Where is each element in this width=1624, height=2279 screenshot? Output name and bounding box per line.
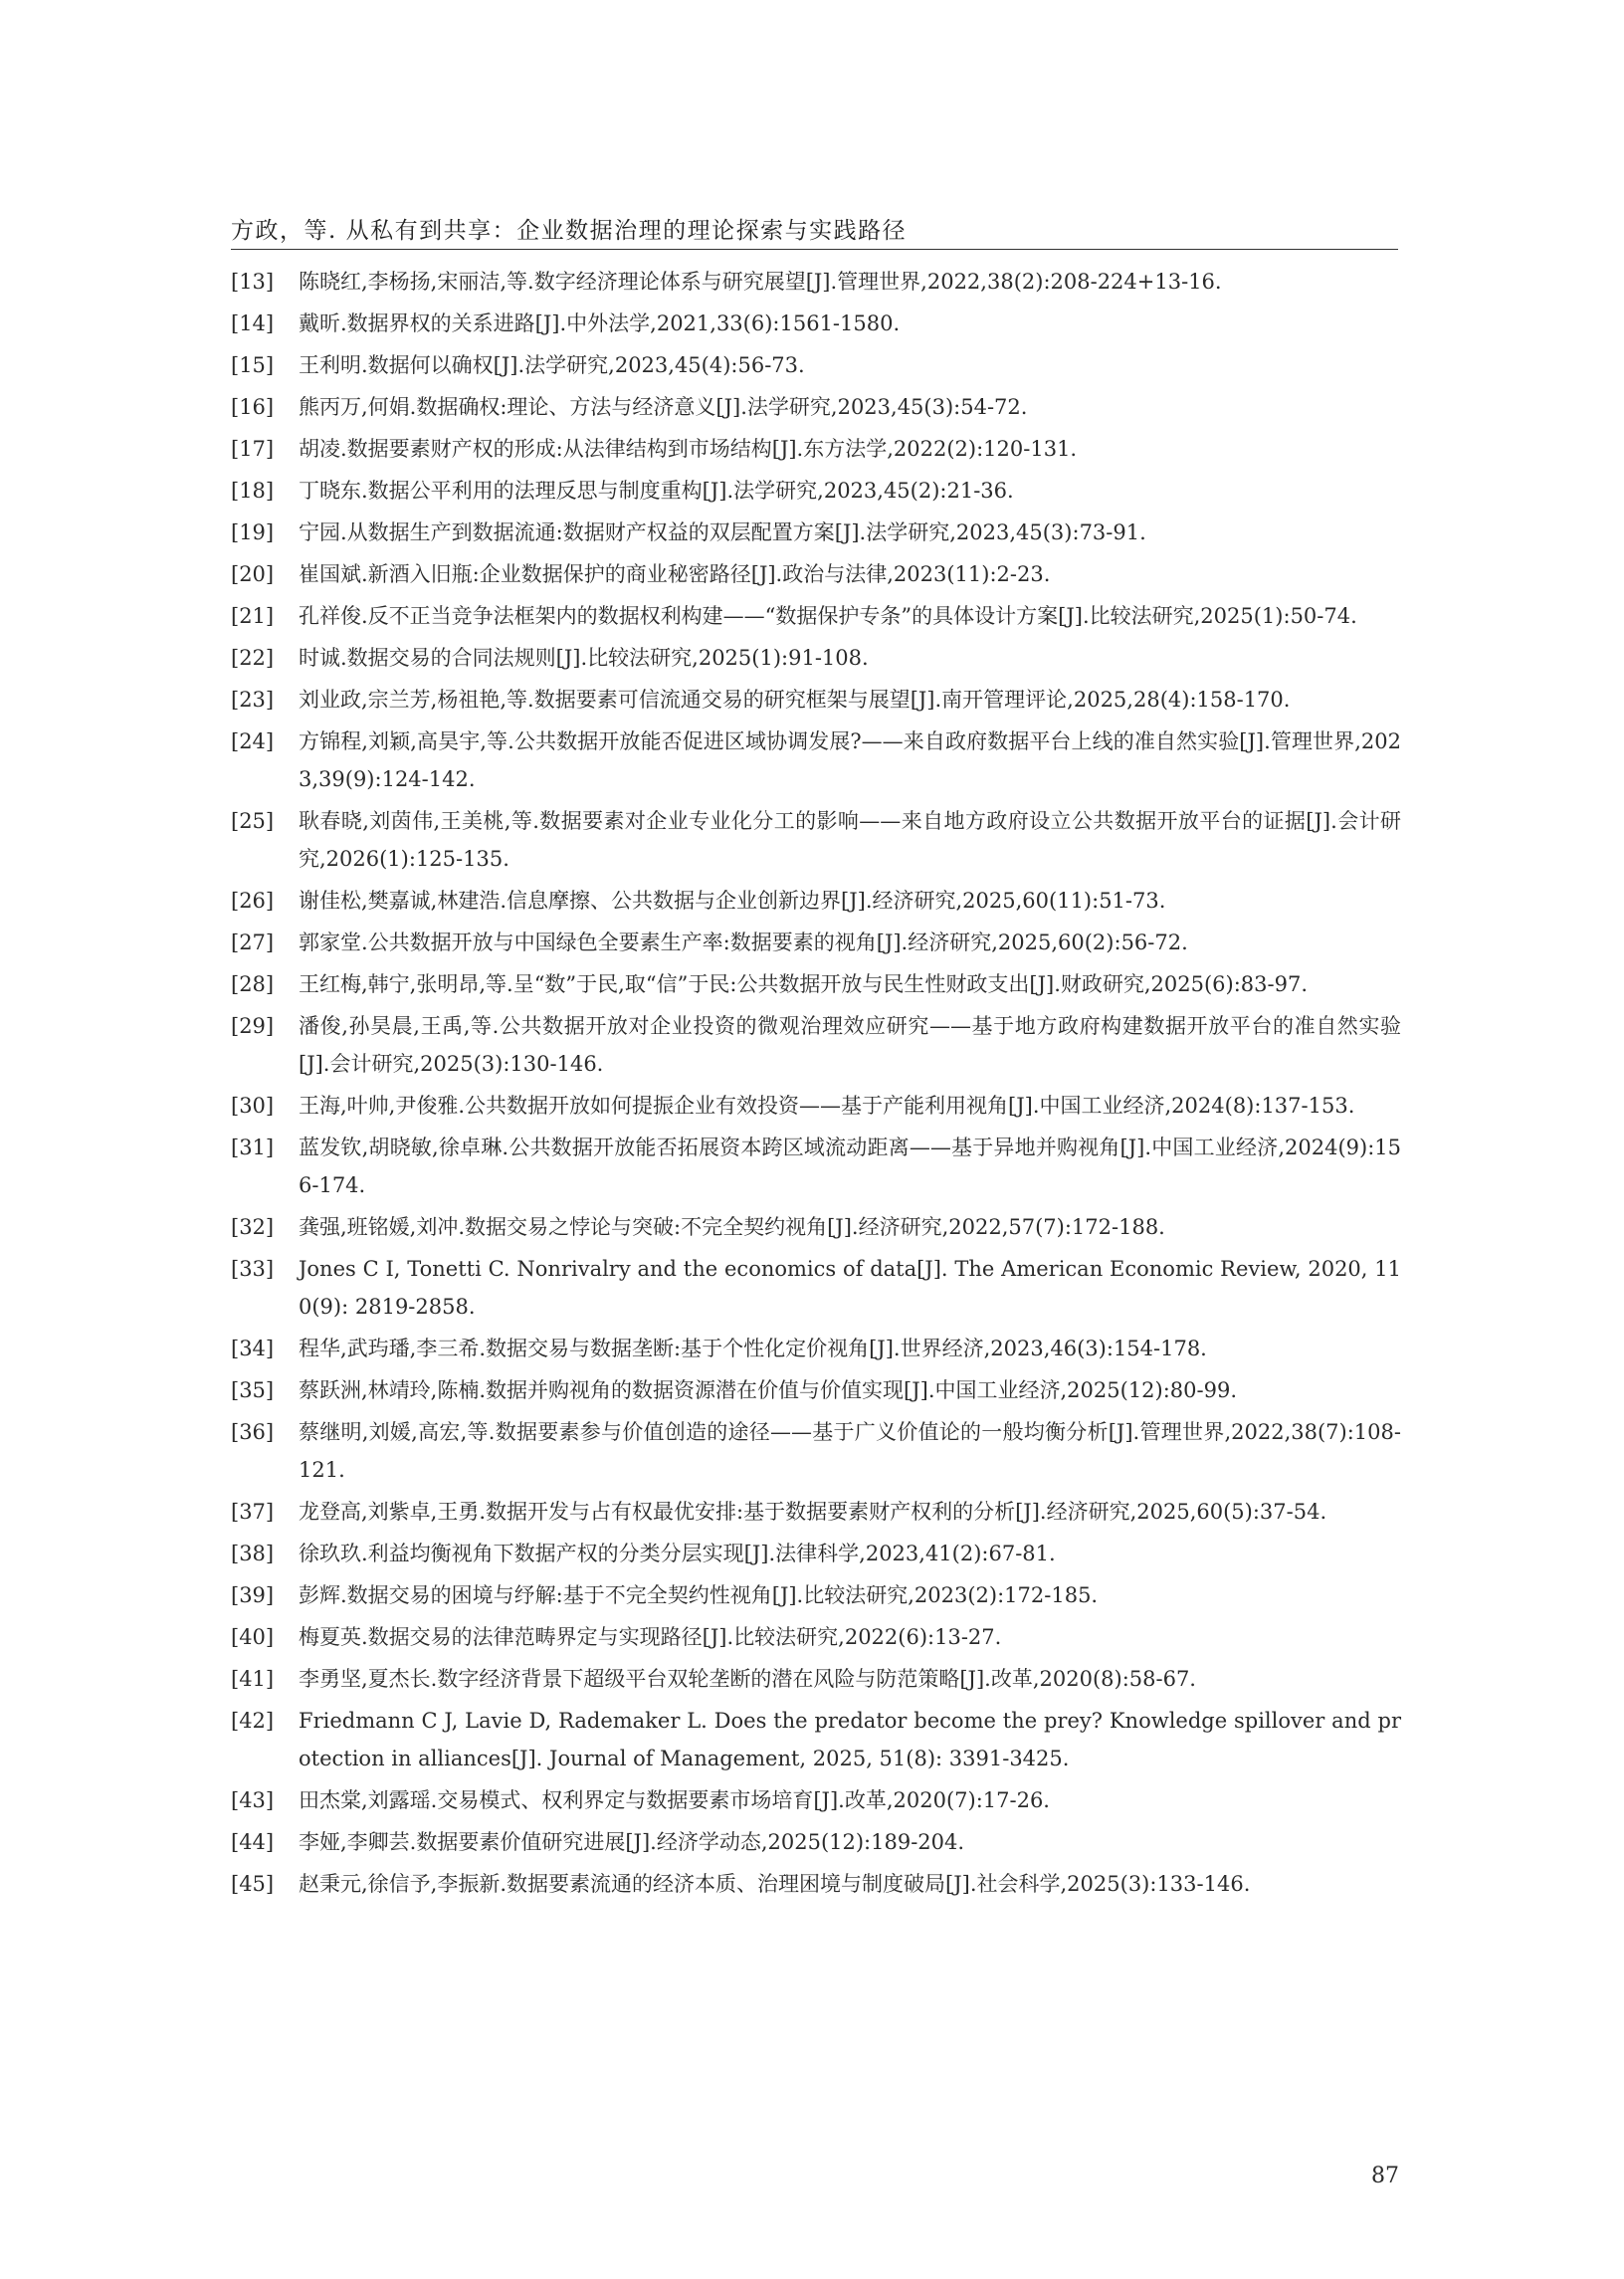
reference-number: [45]: [231, 1872, 275, 1896]
reference-item: [231, 681, 1401, 719]
reference-item: [231, 965, 1401, 1003]
reference-text: 蔡继明,刘媛,高宏,等.数据要素参与价值创造的途径——基于广义价值论的一般均衡分析[J].管理世界,2022,38(7):108-121.: [299, 1420, 1401, 1482]
reference-text: 龚强,班铭媛,刘冲.数据交易之悖论与突破:不完全契约视角[J].经济研究,2022,57(7):172-188.: [299, 1215, 1165, 1239]
reference-text: 崔国斌.新酒入旧瓶:企业数据保护的商业秘密路径[J].政治与法律,2023(11):2-23.: [299, 562, 1051, 586]
reference-item: [231, 882, 1401, 920]
reference-list: [231, 263, 1401, 1907]
reference-text: 戴昕.数据界权的关系进路[J].中外法学,2021,33(6):1561-1580.: [299, 311, 901, 335]
running-header: 方政，等. 从私有到共享：企业数据治理的理论探索与实践路径: [231, 218, 908, 244]
reference-number: [26]: [231, 889, 275, 913]
reference-number: [23]: [231, 688, 275, 712]
reference-text: 方锦程,刘颖,高昊宇,等.公共数据开放能否促进区域协调发展?——来自政府数据平台上线的准自然实验[J].管理世界,2023,39(9):124-142.: [299, 729, 1401, 791]
reference-number: [18]: [231, 479, 275, 503]
reference-text: 刘业政,宗兰芳,杨祖艳,等.数据要素可信流通交易的研究框架与展望[J].南开管理评论,2025,28(4):158-170.: [299, 688, 1291, 712]
reference-number: [31]: [231, 1136, 275, 1159]
reference-text: 耿春晓,刘茵伟,王美桃,等.数据要素对企业专业化分工的影响——来自地方政府设立公共数据开放平台的证据[J].会计研究,2026(1):125-135.: [299, 809, 1401, 871]
reference-item: [231, 639, 1401, 677]
reference-item: [231, 1535, 1401, 1572]
reference-text: 彭辉.数据交易的困境与纾解:基于不完全契约性视角[J].比较法研究,2023(2):172-185.: [299, 1583, 1099, 1607]
reference-number: [29]: [231, 1014, 275, 1038]
reference-item: [231, 472, 1401, 510]
reference-text: 宁园.从数据生产到数据流通:数据财产权益的双层配置方案[J].法学研究,2023,45(3):73-91.: [299, 520, 1146, 544]
reference-text: 李娅,李卿芸.数据要素价值研究进展[J].经济学动态,2025(12):189-204.: [299, 1830, 965, 1854]
reference-number: [44]: [231, 1830, 275, 1854]
reference-text: 赵秉元,徐信予,李振新.数据要素流通的经济本质、治理困境与制度破局[J].社会科学,2025(3):133-146.: [299, 1872, 1251, 1896]
reference-text: 郭家堂.公共数据开放与中国绿色全要素生产率:数据要素的视角[J].经济研究,2025,60(2):56-72.: [299, 931, 1188, 954]
reference-item: [231, 346, 1401, 384]
reference-item: [231, 1087, 1401, 1125]
reference-item: [231, 924, 1401, 961]
reference-item: [231, 1493, 1401, 1531]
reference-number: [24]: [231, 729, 275, 753]
reference-item: [231, 430, 1401, 468]
header-rule: [231, 249, 1398, 250]
reference-item: [231, 1823, 1401, 1861]
reference-number: [42]: [231, 1709, 275, 1733]
reference-item: [231, 1618, 1401, 1656]
reference-text: 程华,武玙璠,李三希.数据交易与数据垄断:基于个性化定价视角[J].世界经济,2023,46(3):154-178.: [299, 1337, 1207, 1360]
reference-text: 徐玖玖.利益均衡视角下数据产权的分类分层实现[J].法律科学,2023,41(2):67-81.: [299, 1542, 1056, 1565]
reference-number: [16]: [231, 395, 275, 419]
reference-text: 潘俊,孙昊晨,王禹,等.公共数据开放对企业投资的微观治理效应研究——基于地方政府构建数据开放平台的准自然实验[J].会计研究,2025(3):130-146.: [299, 1014, 1401, 1076]
reference-text: 梅夏英.数据交易的法律范畴界定与实现路径[J].比较法研究,2022(6):13-27.: [299, 1625, 1002, 1649]
reference-number: [15]: [231, 353, 275, 377]
reference-item: [231, 1371, 1401, 1409]
reference-item: [231, 305, 1401, 342]
reference-text: 熊丙万,何娟.数据确权:理论、方法与经济意义[J].法学研究,2023,45(3):54-72.: [299, 395, 1028, 419]
reference-text: 时诚.数据交易的合同法规则[J].比较法研究,2025(1):91-108.: [299, 646, 869, 670]
reference-text: 王红梅,韩宁,张明昂,等.呈“数”于民,取“信”于民:公共数据开放与民生性财政支出[J].财政研究,2025(6):83-97.: [299, 972, 1309, 996]
reference-text: 蓝发钦,胡晓敏,徐卓琳.公共数据开放能否拓展资本跨区域流动距离——基于异地并购视角[J].中国工业经济,2024(9):156-174.: [299, 1136, 1401, 1197]
reference-number: [34]: [231, 1337, 275, 1360]
reference-text: 蔡跃洲,林靖玲,陈楠.数据并购视角的数据资源潜在价值与价值实现[J].中国工业经济,2025(12):80-99.: [299, 1378, 1238, 1402]
reference-number: [17]: [231, 437, 275, 461]
reference-item: [231, 1781, 1401, 1819]
reference-number: [40]: [231, 1625, 275, 1649]
reference-item: [231, 1702, 1401, 1777]
reference-item: [231, 597, 1401, 635]
reference-item: [231, 263, 1401, 301]
reference-number: [14]: [231, 311, 275, 335]
reference-item: [231, 1007, 1401, 1083]
reference-item: [231, 1129, 1401, 1204]
reference-number: [35]: [231, 1378, 275, 1402]
reference-text: Jones C I, Tonetti C. Nonrivalry and the economics of data[J]. The American Economic Review, 2020, 110(9): 2819-2858.: [299, 1257, 1401, 1319]
reference-number: [20]: [231, 562, 275, 586]
reference-text: 王海,叶帅,尹俊雅.公共数据开放如何提振企业有效投资——基于产能利用视角[J].中国工业经济,2024(8):137-153.: [299, 1094, 1355, 1118]
reference-text: 龙登高,刘紫卓,王勇.数据开发与占有权最优安排:基于数据要素财产权利的分析[J].经济研究,2025,60(5):37-54.: [299, 1500, 1327, 1524]
reference-number: [32]: [231, 1215, 275, 1239]
reference-item: [231, 1330, 1401, 1367]
reference-item: [231, 1250, 1401, 1326]
page-number: 87: [1371, 2164, 1399, 2188]
reference-text: Friedmann C J, Lavie D, Rademaker L. Does the predator become the prey? Knowledge spillover and protection in alliances[J]. Journal of Management, 2025, 51(8): 3391-3425.: [299, 1709, 1401, 1770]
reference-number: [30]: [231, 1094, 275, 1118]
reference-text: 孔祥俊.反不正当竞争法框架内的数据权利构建——“数据保护专条”的具体设计方案[J].比较法研究,2025(1):50-74.: [299, 604, 1357, 628]
reference-number: [22]: [231, 646, 275, 670]
reference-number: [19]: [231, 520, 275, 544]
reference-number: [36]: [231, 1420, 275, 1444]
reference-item: [231, 1208, 1401, 1246]
reference-item: [231, 1660, 1401, 1698]
reference-item: [231, 802, 1401, 878]
reference-item: [231, 388, 1401, 426]
reference-number: [28]: [231, 972, 275, 996]
reference-text: 丁晓东.数据公平利用的法理反思与制度重构[J].法学研究,2023,45(2):21-36.: [299, 479, 1014, 503]
reference-item: [231, 514, 1401, 551]
reference-text: 谢佳松,樊嘉诚,林建浩.信息摩擦、公共数据与企业创新边界[J].经济研究,2025,60(11):51-73.: [299, 889, 1166, 913]
reference-number: [39]: [231, 1583, 275, 1607]
reference-text: 李勇坚,夏杰长.数字经济背景下超级平台双轮垄断的潜在风险与防范策略[J].改革,2020(8):58-67.: [299, 1667, 1196, 1691]
reference-item: [231, 1576, 1401, 1614]
reference-number: [27]: [231, 931, 275, 954]
reference-number: [21]: [231, 604, 275, 628]
reference-item: [231, 555, 1401, 593]
reference-number: [43]: [231, 1788, 275, 1812]
reference-text: 胡凌.数据要素财产权的形成:从法律结构到市场结构[J].东方法学,2022(2):120-131.: [299, 437, 1078, 461]
reference-item: [231, 1413, 1401, 1489]
reference-text: 王利明.数据何以确权[J].法学研究,2023,45(4):56-73.: [299, 353, 805, 377]
reference-text: 陈晓红,李杨扬,宋丽洁,等.数字经济理论体系与研究展望[J].管理世界,2022,38(2):208-224+13-16.: [299, 270, 1222, 294]
reference-number: [33]: [231, 1257, 275, 1281]
reference-number: [25]: [231, 809, 275, 833]
reference-item: [231, 723, 1401, 798]
reference-number: [41]: [231, 1667, 275, 1691]
reference-number: [13]: [231, 270, 275, 294]
reference-item: [231, 1865, 1401, 1903]
reference-number: [37]: [231, 1500, 275, 1524]
reference-text: 田杰棠,刘露瑶.交易模式、权利界定与数据要素市场培育[J].改革,2020(7):17-26.: [299, 1788, 1050, 1812]
reference-number: [38]: [231, 1542, 275, 1565]
